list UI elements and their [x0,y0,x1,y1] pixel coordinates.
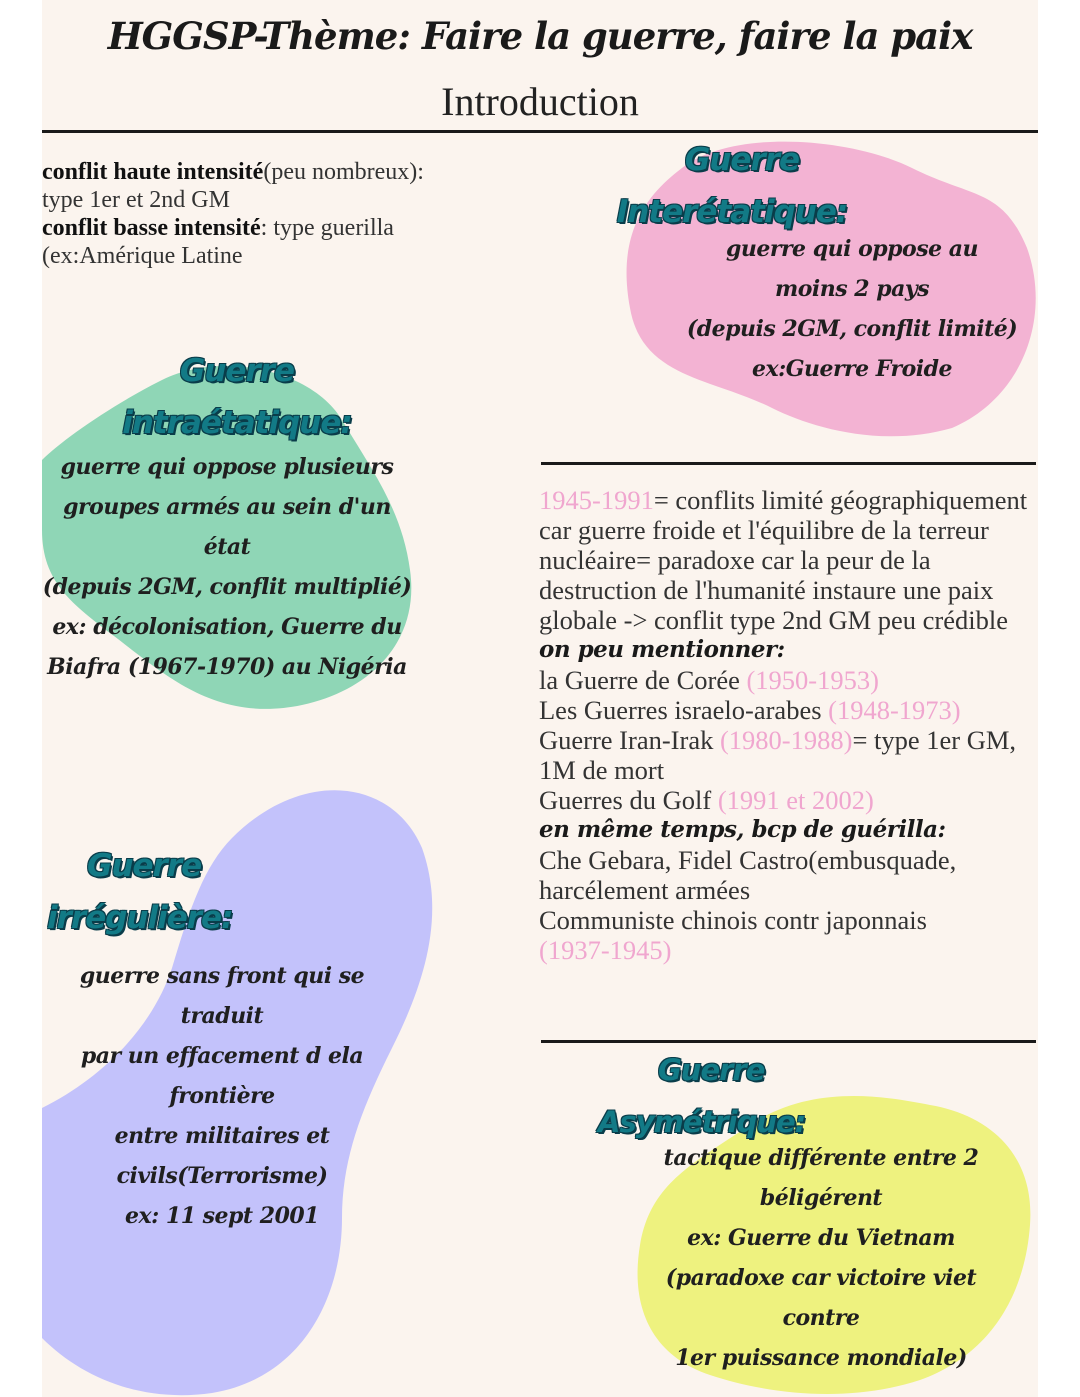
asymetrique-line-4: (paradoxe car victoire viet contre [665,1265,977,1331]
irreguliere-title-2: irrégulière: [47,900,233,936]
asymetrique-line-3: ex: Guerre du Vietnam [687,1225,955,1251]
interetatique-title-1: Guerre [684,142,800,178]
asymetrique-definition [636,1138,1006,1378]
intraetatique-line-1: guerre qui oppose plusieurs [60,454,394,480]
example-3 [539,725,1038,785]
interetatique-definition [682,229,1022,389]
irreguliere-line-1: guerre sans front qui se traduit [79,963,365,1029]
irreguliere-line-4: civils(Terrorisme) [116,1163,328,1189]
intraetatique-line-3: (depuis 2GM, conflit multiplié) [42,574,412,600]
example-1-dates: (1950-1953) [746,665,879,695]
irreguliere-definition [42,956,402,1236]
irreguliere-title-1: Guerre [87,848,202,884]
intro-text [42,158,462,270]
intraetatique-line-5: Biafra (1967-1970) au Nigéria [47,654,407,680]
example-2 [539,695,1038,725]
guerilla-1: Che Gebara, Fidel Castro(embusquade, harcélement armées [539,845,957,905]
example-3-rest: = type 1er GM, 1M de mort [539,725,1017,785]
asymetrique-line-2: béligérent [759,1185,883,1211]
interetatique-line-4: ex:Guerre Froide [751,356,953,382]
intro-line2-rest: : type guerilla (ex:Amérique Latine [42,215,394,269]
asymetrique-line-5: 1er puissance mondiale) [675,1345,967,1371]
intraetatique-line-4: ex: décolonisation, Guerre du [52,614,402,640]
main-paragraph [539,485,1038,635]
intraetatique-definition [42,447,412,687]
intraetatique-title [102,345,372,449]
interetatique-title-2: Interétatique: [616,194,848,230]
example-1-text: la Guerre de Corée [539,665,747,695]
intraetatique-title-1: Guerre [179,353,295,389]
page-subtitle: Introduction [441,79,639,124]
example-4 [539,785,1038,815]
guerilla-2 [539,905,1038,965]
guerilla-2-text: Communiste chinois contr japonnais [539,905,927,935]
asymetrique-title-2: Asymétrique: [598,1105,806,1139]
main-text [539,485,1038,965]
example-2-text: Les Guerres israelo-arabes [539,695,829,725]
page [42,0,1038,1397]
top-divider [42,130,1038,133]
interetatique-line-2: moins 2 pays [774,276,930,302]
asymetrique-title-1: Guerre [658,1053,765,1087]
main-text-1: = conflits limité géographiquement car guerre froide et l'équilibre de la terreur nucléaire= paradoxe car la peur de la destruction de l'humanité instaure une paix globale -> conflit type 2nd GM peu crédible [539,485,1028,635]
middle-divider [541,462,1036,465]
intraetatique-title-2: intraétatique: [122,405,352,441]
intro-line2-bold: conflit basse intensité [42,215,261,241]
mention-heading: on peu mentionner: [539,636,785,663]
example-3-text: Guerre Iran-Irak [539,725,720,755]
asymetrique-title [598,1044,838,1148]
intro-line1-rest: (peu nombreux): type 1er et 2nd GM [42,159,424,213]
irreguliere-line-5: ex: 11 sept 2001 [125,1203,319,1229]
interetatique-line-3: (depuis 2GM, conflit limité) [686,316,1018,342]
example-2-dates: (1948-1973) [828,695,961,725]
example-3-dates: (1980-1988) [719,725,853,755]
irreguliere-line-2: par un effacement d ela frontière [80,1043,364,1109]
asymetrique-line-1: tactique différente entre 2 [663,1145,979,1171]
irreguliere-title [47,840,247,944]
main-dates: 1945-1991 [539,485,654,515]
guerilla-2-dates: (1937-1945) [539,935,672,965]
irreguliere-line-3: entre militaires et [114,1123,330,1149]
page-title: HGGSP-Thème: Faire la guerre, faire la paix [107,14,973,58]
example-1 [539,665,1038,695]
interetatique-line-1: guerre qui oppose au [725,236,978,262]
intro-line1-bold: conflit haute intensité [42,159,264,185]
interetatique-title [602,134,862,238]
example-4-dates: (1991 et 2002) [717,785,874,815]
example-4-text: Guerres du Golf [539,785,718,815]
guerilla-heading: en même temps, bcp de guérilla: [539,816,946,843]
lower-divider [541,1040,1036,1043]
intraetatique-line-2: groupes armés au sein d'un état [63,494,391,560]
